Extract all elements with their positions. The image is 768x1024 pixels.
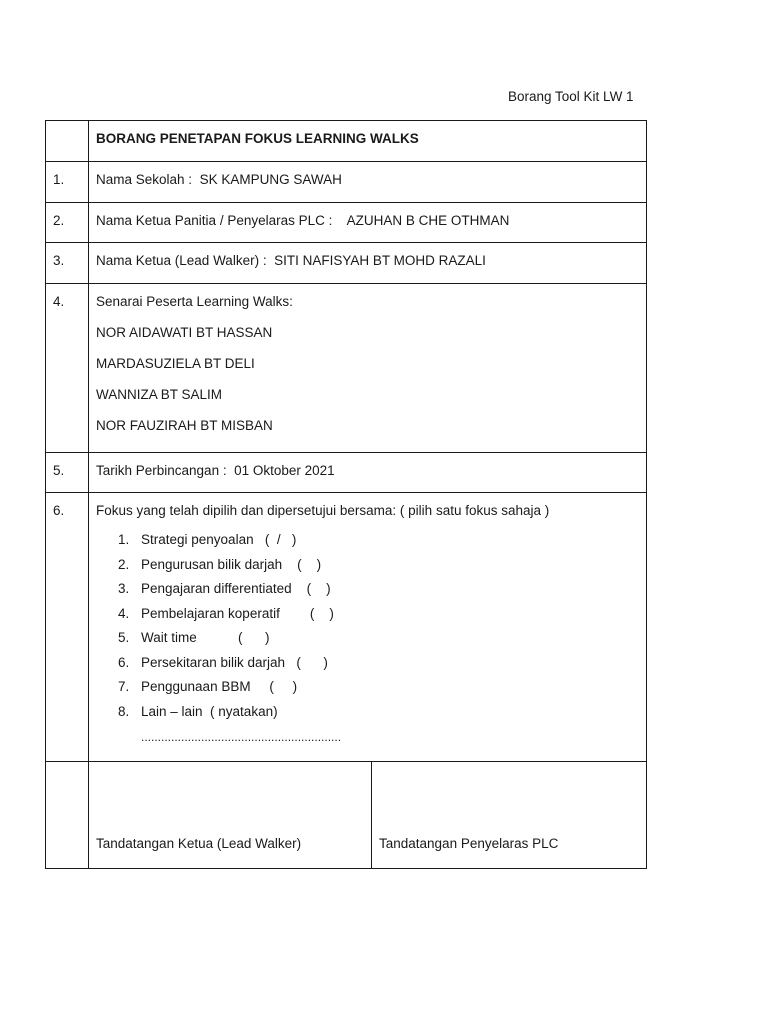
focus-option-index: 6.: [118, 654, 130, 670]
lead-walker-value: SITI NAFISYAH BT MOHD RAZALI: [274, 253, 486, 268]
focus-row: [46, 493, 647, 762]
focus-option-index: 3.: [118, 581, 130, 596]
form-title-row: [46, 121, 647, 162]
focus-option-index: 5.: [118, 630, 130, 645]
focus-option: [96, 557, 646, 582]
row-number: 6.: [46, 493, 89, 762]
date-value: 01 Oktober 2021: [234, 463, 335, 478]
coordinator-label: Nama Ketua Panitia / Penyelaras PLC :: [96, 213, 333, 228]
coordinator-cell: [89, 203, 647, 243]
date-cell: [89, 453, 647, 493]
participant-name: NOR FAUZIRAH BT MISBAN: [96, 418, 273, 433]
participant-name: WANNIZA BT SALIM: [96, 387, 223, 402]
coordinator-value: AZUHAN B CHE OTHMAN: [346, 213, 510, 228]
plc-signature-box: [372, 762, 646, 868]
row-number: 4.: [46, 284, 89, 453]
focus-option-text: Persekitaran bilik darjah ( ): [141, 654, 328, 670]
toolkit-label: Borang Tool Kit LW 1: [508, 89, 634, 104]
row-number: 1.: [46, 162, 89, 203]
other-focus-dotted-line: ............................................................: [141, 730, 342, 744]
focus-cell: [89, 493, 647, 762]
school-label: Nama Sekolah :: [96, 172, 193, 187]
focus-option: [96, 532, 646, 557]
lead-walker-signature-box: [89, 762, 372, 868]
date-label: Tarikh Perbincangan :: [96, 463, 227, 478]
date-row: [46, 453, 647, 493]
signature-cell: [89, 762, 647, 869]
focus-option-text: Pengajaran differentiated ( ): [141, 581, 331, 596]
row-number: 3.: [46, 243, 89, 284]
school-cell: [89, 162, 647, 203]
focus-options-list: [96, 532, 646, 728]
participants-row: [46, 284, 647, 453]
lead-walker-signature-label: Tandatangan Ketua (Lead Walker): [96, 836, 302, 851]
focus-option: [96, 679, 646, 704]
focus-option-index: 1.: [118, 532, 130, 547]
school-value: SK KAMPUNG SAWAH: [199, 172, 342, 187]
form-title: BORANG PENETAPAN FOKUS LEARNING WALKS: [96, 131, 419, 146]
focus-option-index: 2.: [118, 556, 130, 572]
participant-name: MARDASUZIELA BT DELI: [96, 356, 255, 371]
focus-option-index: 7.: [118, 679, 130, 694]
participants-cell: [89, 284, 647, 453]
focus-option: [96, 606, 646, 631]
coordinator-row: [46, 203, 647, 243]
signature-num-cell: [46, 762, 89, 869]
signature-row: [46, 762, 647, 869]
lead-walker-cell: [89, 243, 647, 284]
focus-option-text: Wait time ( ): [141, 630, 270, 645]
focus-option-text: Pembelajaran koperatif ( ): [141, 605, 334, 621]
focus-option-index: 8.: [118, 703, 130, 719]
focus-form-table: [45, 120, 647, 869]
focus-option-index: 4.: [118, 605, 130, 621]
focus-option-text: Strategi penyoalan ( / ): [141, 532, 297, 547]
row-number: 2.: [46, 203, 89, 243]
focus-option-text: Lain – lain ( nyatakan): [141, 703, 278, 719]
focus-option: [96, 630, 646, 655]
signature-columns: [89, 762, 646, 868]
lead-walker-label: Nama Ketua (Lead Walker) :: [96, 253, 267, 268]
focus-option: [96, 581, 646, 606]
participants-label: Senarai Peserta Learning Walks:: [96, 294, 293, 309]
plc-signature-label: Tandatangan Penyelaras PLC: [379, 836, 559, 851]
participant-name: NOR AIDAWATI BT HASSAN: [96, 325, 273, 340]
focus-label: Fokus yang telah dipilih dan dipersetujui bersama: ( pilih satu fokus sahaja ): [96, 503, 550, 518]
title-cell: [89, 121, 647, 162]
title-num-cell: [46, 121, 89, 162]
lead-walker-row: [46, 243, 647, 284]
focus-option-text: Pengurusan bilik darjah ( ): [141, 556, 322, 572]
school-row: [46, 162, 647, 203]
focus-option-text: Penggunaan BBM ( ): [141, 679, 298, 694]
row-number: 5.: [46, 453, 89, 493]
focus-option: [96, 655, 646, 680]
focus-option: [96, 704, 646, 729]
